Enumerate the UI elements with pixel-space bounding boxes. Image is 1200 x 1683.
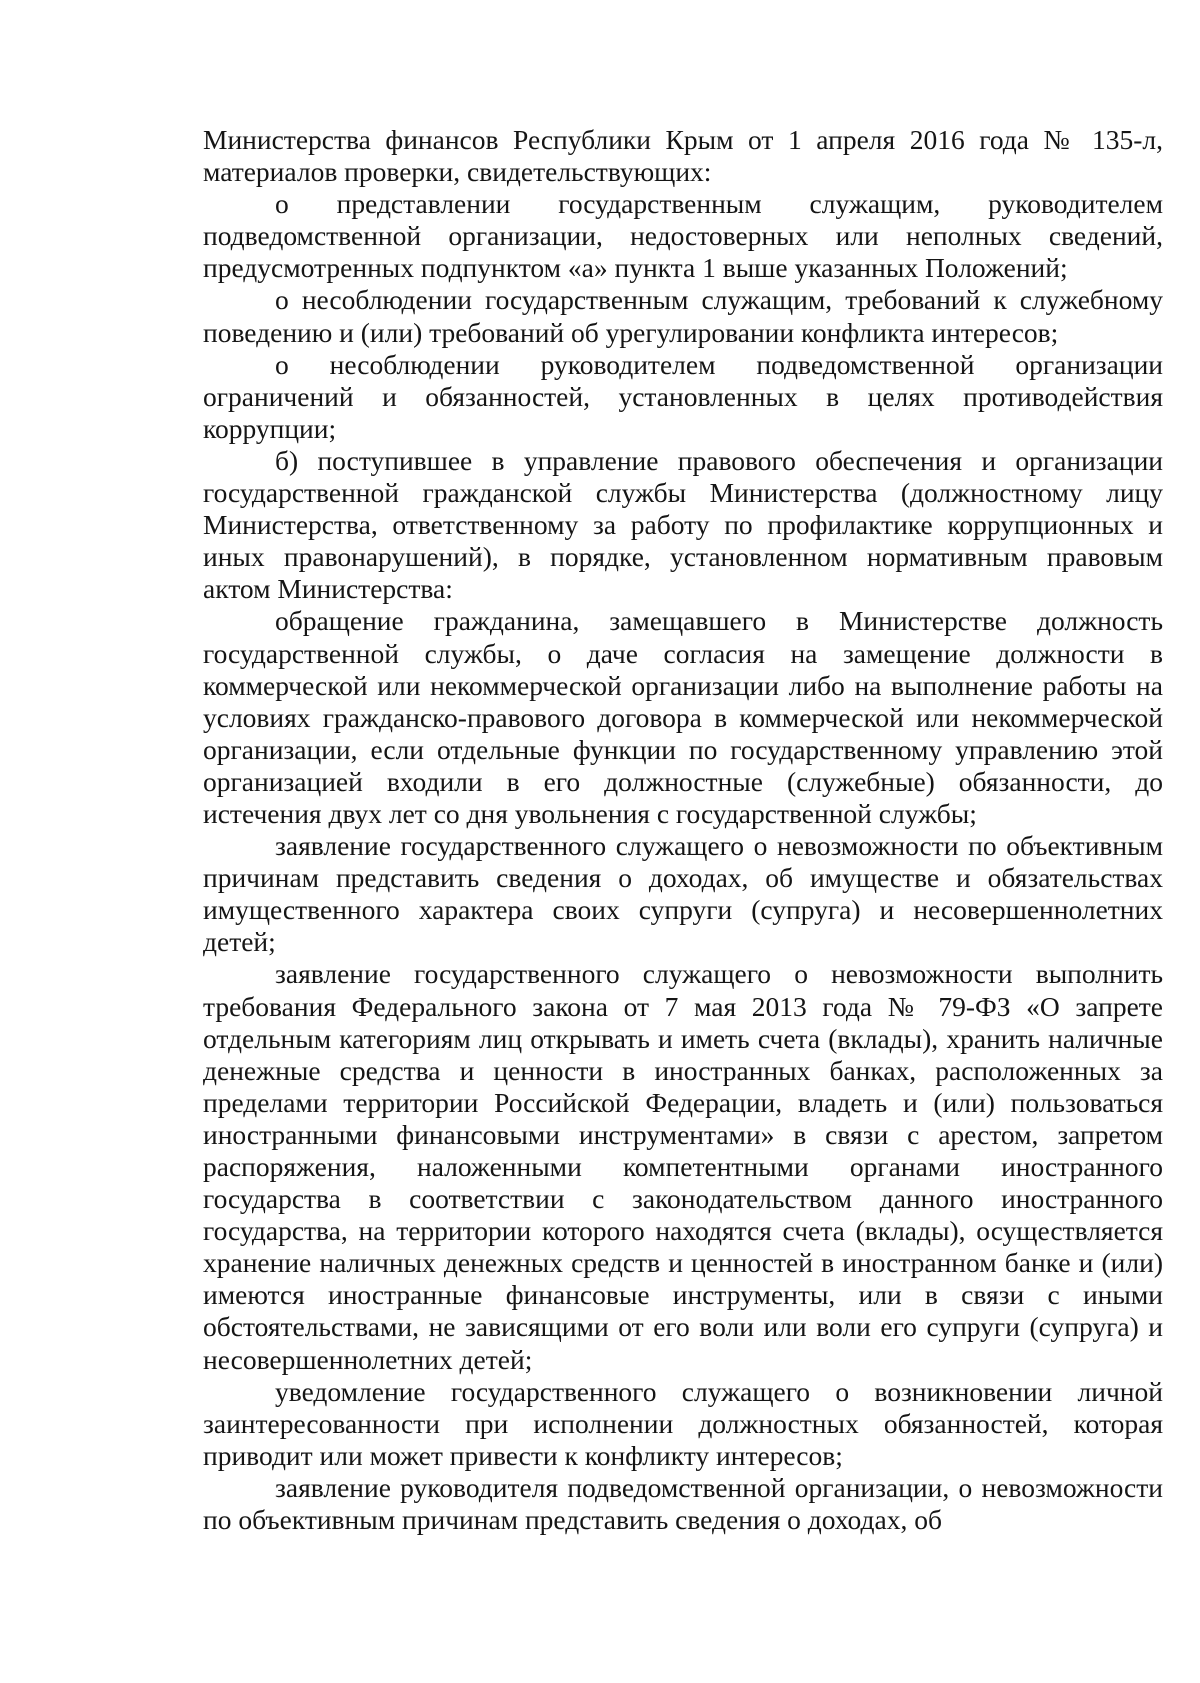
paragraph-income-statement: заявление государственного служащего о невозможности по объективным причинам представить сведения о доходах, об имуществе и обязательствах имущественного характера своих супруги (супруга) и несовершеннолетних детей;	[203, 830, 1163, 958]
paragraph-continuation: Министерства финансов Республики Крым от 1 апреля 2016 года № 135-л, материалов проверки, свидетельствующих:	[203, 124, 1163, 188]
paragraph-item-b: б) поступившее в управление правового обеспечения и организации государственной гражданской службы Министерства (должностному лицу Министерства, ответственному за работу по профилактике коррупционных и иных правонарушений), в порядке, установленном нормативным правовым актом Министерства:	[203, 444, 1163, 605]
paragraph-anti-corruption-obligations: о несоблюдении руководителем подведомственной организации ограничений и обязанностей, установленных в целях противодействия коррупции;	[203, 348, 1163, 444]
paragraph-conflict-notice: уведомление государственного служащего о возникновении личной заинтересованности при исполнении должностных обязанностей, которая приводит или может привести к конфликту интересов;	[203, 1375, 1163, 1471]
document-body	[203, 124, 1163, 1536]
paragraph-false-information: о представлении государственным служащим, руководителем подведомственной организации, недостоверных или неполных сведений, предусмотренных подпунктом «а» пункта 1 выше указанных Положений;	[203, 188, 1163, 284]
paragraph-conduct-requirements: о несоблюдении государственным служащим, требований к служебному поведению и (или) требований об урегулировании конфликта интересов;	[203, 284, 1163, 348]
paragraph-foreign-accounts: заявление государственного служащего о невозможности выполнить требования Федерального закона от 7 мая 2013 года № 79-ФЗ «О запрете отдельным категориям лиц открывать и иметь счета (вклады), хранить наличные денежные средства и ценности в иностранных банках, расположенных за пределами территории Российской Федерации, владеть и (или) пользоваться иностранными финансовыми инструментами» в связи с арестом, запретом распоряжения, наложенными компетентными органами иностранного государства в соответствии с законодательством данного иностранного государства, на территории которого находятся счета (вклады), осуществляется хранение наличных денежных средств и ценностей в иностранном банке и (или) имеются иностранные финансовые инструменты, или в связи с иными обстоятельствами, не зависящими от его воли или воли его супруги (супруга) и несовершеннолетних детей;	[203, 958, 1163, 1375]
paragraph-citizen-request: обращение гражданина, замещавшего в Министерстве должность государственной службы, о даче согласия на замещение должности в коммерческой или некоммерческой организации либо на выполнение работы на условиях гражданско-правового договора в коммерческой или некоммерческой организации, если отдельные функции по государственному управлению этой организацией входили в его должностные (служебные) обязанности, до истечения двух лет со дня увольнения с государственной службы;	[203, 605, 1163, 829]
paragraph-head-statement: заявление руководителя подведомственной организации, о невозможности по объективным причинам представить сведения о доходах, об	[203, 1471, 1163, 1536]
